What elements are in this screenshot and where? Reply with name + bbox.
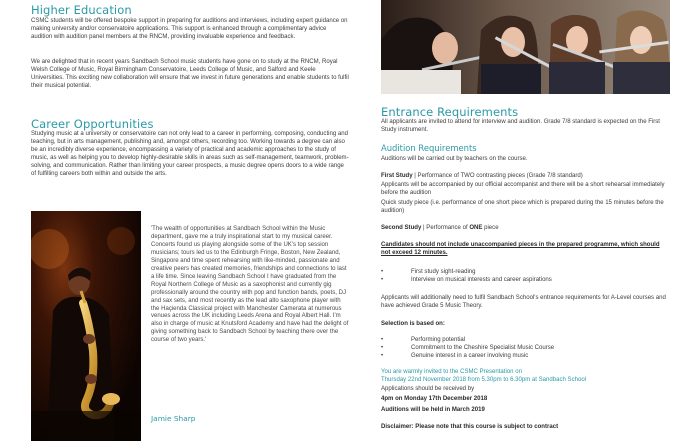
career-opportunities-heading: Career Opportunities	[31, 117, 154, 131]
list-item: • Interview on musical interests and career aspirations	[381, 277, 670, 285]
selection-list	[381, 337, 670, 361]
presentation-invitation	[381, 369, 681, 385]
second-study-text-b: ONE	[469, 225, 483, 231]
testimonial-author: Jamie Sharp	[151, 414, 196, 423]
entrance-requirements-paragraph: All applicants are invited to attend for interview and audition. Grade 7/8 standard is expected on the First Study instrument.	[381, 119, 660, 133]
second-study-label: Second Study	[381, 225, 422, 231]
audition-list	[381, 269, 670, 285]
testimonial-quote: 'The wealth of opportunities at Sandbach School within the Music department, gave me a truly inspirational start to my musical career. Concerts found us playing alongside some of the UK's top session musicians; tours led us to the Edinburgh Fringe, Boston, New Zealand, Singapore and time spent rehearsing with like-minded, passionate and creative peers has created memories, friendships and connections to last a life time. Since leaving Sandbach School I have graduated from the Royal Northern College of Music as a saxophonist and currently gig professionally around the country with pop and function bands, poets, DJ and sax sets, and most recently as the lead alto saxophone player with the Haçienda Classical project with Manchester Camerata at numerous venues across the UK including Leeds Arena and Royal Albert Hall. I'm also in charge of music at Knutsford Academy and have had the delight of giving something back to Sandbach School by teaching there over the course of two years.'	[151, 226, 349, 344]
list-item: • Genuine interest in a career involving music	[381, 353, 670, 361]
list-item: • Commitment to the Cheshire Specialist Music Course	[381, 345, 670, 353]
first-study-label: First Study	[381, 173, 413, 179]
right-column	[381, 0, 670, 441]
saxophonist-photo	[31, 211, 141, 441]
first-study-separator: |	[414, 173, 416, 179]
audition-requirements-heading: Audition Requirements	[381, 143, 477, 153]
first-study-paragraph: Applicants will be accompanied by our official accompanist and there will be a short rehearsal immediately before the audition	[381, 182, 665, 196]
list-item: • First study sight-reading	[381, 269, 670, 277]
higher-education-heading: Higher Education	[31, 3, 132, 17]
second-study-text-c: piece	[482, 225, 499, 231]
left-column	[31, 0, 349, 441]
entrance-requirements-heading: Entrance Requirements	[381, 105, 519, 119]
selection-heading: Selection is based on:	[381, 321, 445, 327]
audition-requirements-paragraph: Auditions will be carried out by teachers on the course.	[381, 156, 528, 162]
list-item: • Performing potential	[381, 337, 670, 345]
second-study-text-a: Performance of	[426, 225, 470, 231]
flute-players-photo	[381, 0, 670, 94]
disclaimer-text: Disclaimer: Please note that this course is subject to contract	[381, 424, 559, 430]
second-study-line	[381, 225, 499, 233]
first-study-line	[381, 173, 583, 181]
higher-education-paragraph-2: We are delighted that in recent years Sandbach School music students have gone on to study at the RNCM, Royal Welsh College of Music, Royal Birmingham Conservatoire, Leeds College of Music, and Salford and Keele Universities. This exciting new collaboration will ensure that we invest in future generations and enable students to fulfil their musical potential.	[31, 59, 349, 89]
applications-received-text: Applications should be received by	[381, 386, 475, 392]
auditions-held-text: Auditions will be held in March 2019	[381, 407, 485, 413]
first-study-text: Performance of TWO contrasting pieces (Grade 7/8 standard)	[417, 173, 583, 179]
invitation-line-1: You are warmly invited to the CSMC Presentation on	[381, 369, 522, 375]
career-opportunities-paragraph: Studying music at a university or conservatoire can not only lead to a career in performing, composing, conducting and teaching, but in arts management, publishing and, amongst others, recording too. Working towards a degree can also be an incredibly diverse experience, encompassing a variety of practical and academic approaches to the study of music, as well as helping you to develop highly-desirable skills in areas such as self-management, teamwork, problem-solving, and communication. Rather than limiting your career prospects, a music degree opens doors to a wide range of fulfilling careers both within and outside the arts.	[31, 131, 349, 177]
alevel-paragraph: Applicants will additionally need to fulfil Sandbach School's entrance requirements for A-Level courses and have achieved Grade 5 Music Theory.	[381, 295, 666, 309]
quick-study-paragraph: Quick study piece (i.e. performance of one short piece which is prepared during the 15 minutes before the audition)	[381, 200, 664, 214]
second-study-separator: |	[423, 225, 425, 231]
higher-education-paragraph-1: CSMC students will be offered bespoke support in preparing for auditions and interviews, including expert guidance on making university and/or conservatoire applications. This support is enhanced through a complimentary advice audition with audition panel members at the RNCM, providing invaluable experience and feedback.	[31, 18, 348, 40]
invitation-line-2: Thursday 22nd November 2018 from 5.30pm to 6.30pm at Sandbach School	[381, 376, 587, 383]
deadline-text: 4pm on Monday 17th December 2018	[381, 396, 488, 402]
candidates-notice: Candidates should not include unaccompanied pieces in the prepared programme, which should not exceed 12 minutes.	[381, 242, 660, 256]
